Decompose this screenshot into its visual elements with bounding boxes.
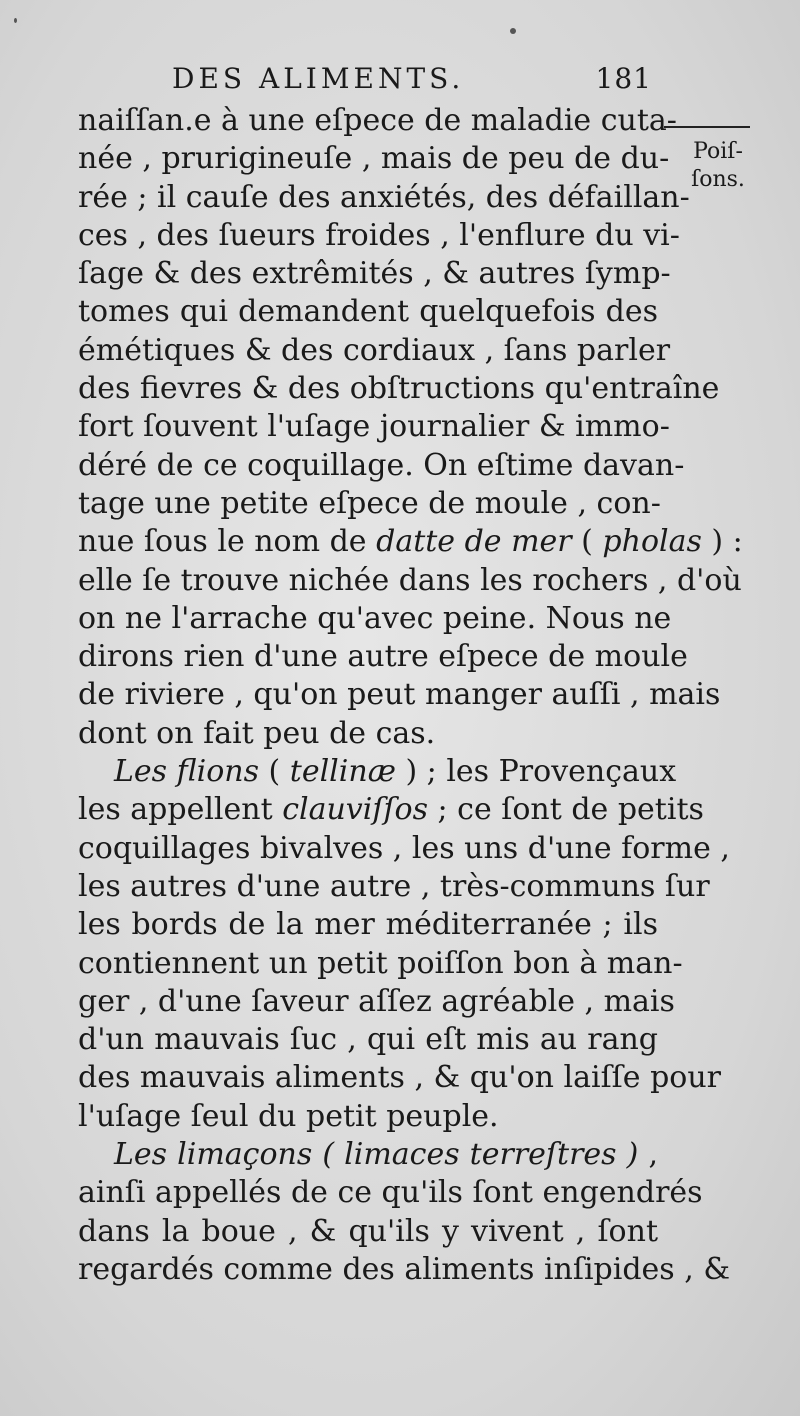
text-run: déré de ce coquillage. On eſtime davan- — [78, 447, 685, 483]
text-run: ( — [571, 524, 603, 560]
text-run: dont on fait peu de cas. — [78, 715, 436, 751]
text-line — [78, 523, 743, 561]
text-run: tage une petite eſpece de moule , con- — [78, 485, 661, 521]
italic-text: datte de mer — [376, 524, 572, 560]
text-line — [78, 1098, 658, 1136]
text-line — [78, 1136, 658, 1174]
text-run: les bords de la mer méditerranée ; ils — [78, 907, 658, 943]
italic-text: tellinæ — [289, 754, 396, 790]
text-line — [78, 983, 675, 1021]
text-line — [78, 753, 677, 791]
text-line — [78, 293, 658, 331]
text-line — [78, 945, 683, 983]
page-number: 181 — [595, 62, 652, 95]
text-line — [78, 408, 670, 446]
text-run: ger , d'une ſaveur aſſez agréable , mais — [78, 983, 675, 1019]
marginal-note-line: Poiſ- — [693, 139, 743, 164]
text-run: dirons rien d'une autre eſpece de moule — [78, 639, 688, 675]
text-line — [78, 485, 661, 523]
text-run: les appellent — [78, 792, 283, 828]
text-run: dans la boue , & qu'ils y vivent , ſont — [78, 1213, 658, 1249]
italic-text: Les flions — [114, 754, 259, 790]
text-line — [78, 255, 671, 293]
text-line — [78, 370, 720, 408]
ink-spot — [14, 18, 17, 23]
page-header — [172, 62, 652, 106]
text-run: ) ; les Provençaux — [395, 754, 677, 790]
text-line — [78, 906, 658, 944]
text-run: ces , des ſueurs froides , l'enflure du vi- — [78, 217, 680, 253]
text-line — [78, 830, 730, 868]
text-run: on ne l'arrache qu'avec peine. Nous ne — [78, 600, 672, 636]
text-run: elle ſe trouve nichée dans les rochers , d'où — [78, 562, 742, 598]
text-line — [78, 102, 677, 140]
text-run: tomes qui demandent quelquefois des — [78, 294, 658, 330]
text-line — [78, 1059, 721, 1097]
text-run: contiennent un petit poiſſon bon à man- — [78, 945, 683, 981]
text-run: ; ce ſont de petits — [428, 792, 704, 828]
text-run: fort ſouvent l'uſage journalier & immo- — [78, 409, 670, 445]
text-run: nue ſous le nom de — [78, 524, 377, 560]
text-run: naiſſan.e à une eſpece de maladie cuta- — [78, 103, 677, 138]
text-run: des fievres & des obſtructions qu'entraîne — [78, 371, 720, 407]
text-run: de riviere , qu'on peut manger auſſi , mais — [78, 677, 721, 713]
italic-text: pholas — [602, 524, 702, 560]
text-run: regardés comme des aliments inſipides , & — [78, 1251, 731, 1287]
running-title: DES ALIMENTS. — [172, 62, 465, 95]
text-run: ſage & des extrêmités , & autres ſymp- — [78, 256, 671, 292]
text-line — [78, 447, 685, 485]
text-run: rée ; il cauſe des anxiétés, des défaillan- — [78, 179, 690, 215]
text-line — [78, 1213, 658, 1251]
text-run: coquillages bivalves , les uns d'une forme , — [78, 830, 730, 866]
text-line — [78, 791, 704, 829]
text-line — [78, 332, 671, 370]
text-run: l'uſage ſeul du petit peuple. — [78, 1098, 499, 1134]
text-line — [78, 1174, 703, 1212]
italic-text: clauviſſos — [282, 792, 428, 828]
text-line — [78, 868, 710, 906]
marginal-note-line: ſons. — [691, 167, 745, 192]
text-run: d'un mauvais ſuc , qui eſt mis au rang — [78, 1022, 658, 1058]
text-run: ( — [259, 754, 290, 790]
text-line — [78, 140, 670, 178]
text-run: née , prurigineuſe , mais de peu de du- — [78, 141, 670, 177]
text-run: ainſi appellés de ce qu'ils ſont engendrés — [78, 1175, 703, 1211]
text-line — [78, 1021, 658, 1059]
text-run: émétiques & des cordiaux , ſans parler — [78, 332, 671, 368]
text-run: , — [638, 1137, 658, 1173]
ink-spot — [510, 28, 516, 34]
text-line — [78, 638, 688, 676]
text-line — [78, 1251, 731, 1289]
text-run: des mauvais aliments , & qu'on laiſſe pour — [78, 1060, 721, 1096]
text-line — [78, 676, 721, 714]
text-run: les autres d'une autre , très-communs ſur — [78, 868, 710, 904]
text-line — [78, 600, 672, 638]
text-line — [78, 217, 680, 255]
text-line — [78, 179, 690, 217]
text-line — [78, 562, 742, 600]
text-line — [78, 715, 658, 753]
italic-text: Les limaçons ( limaces terreſtres ) — [114, 1137, 639, 1173]
text-run: ) : — [701, 524, 743, 560]
